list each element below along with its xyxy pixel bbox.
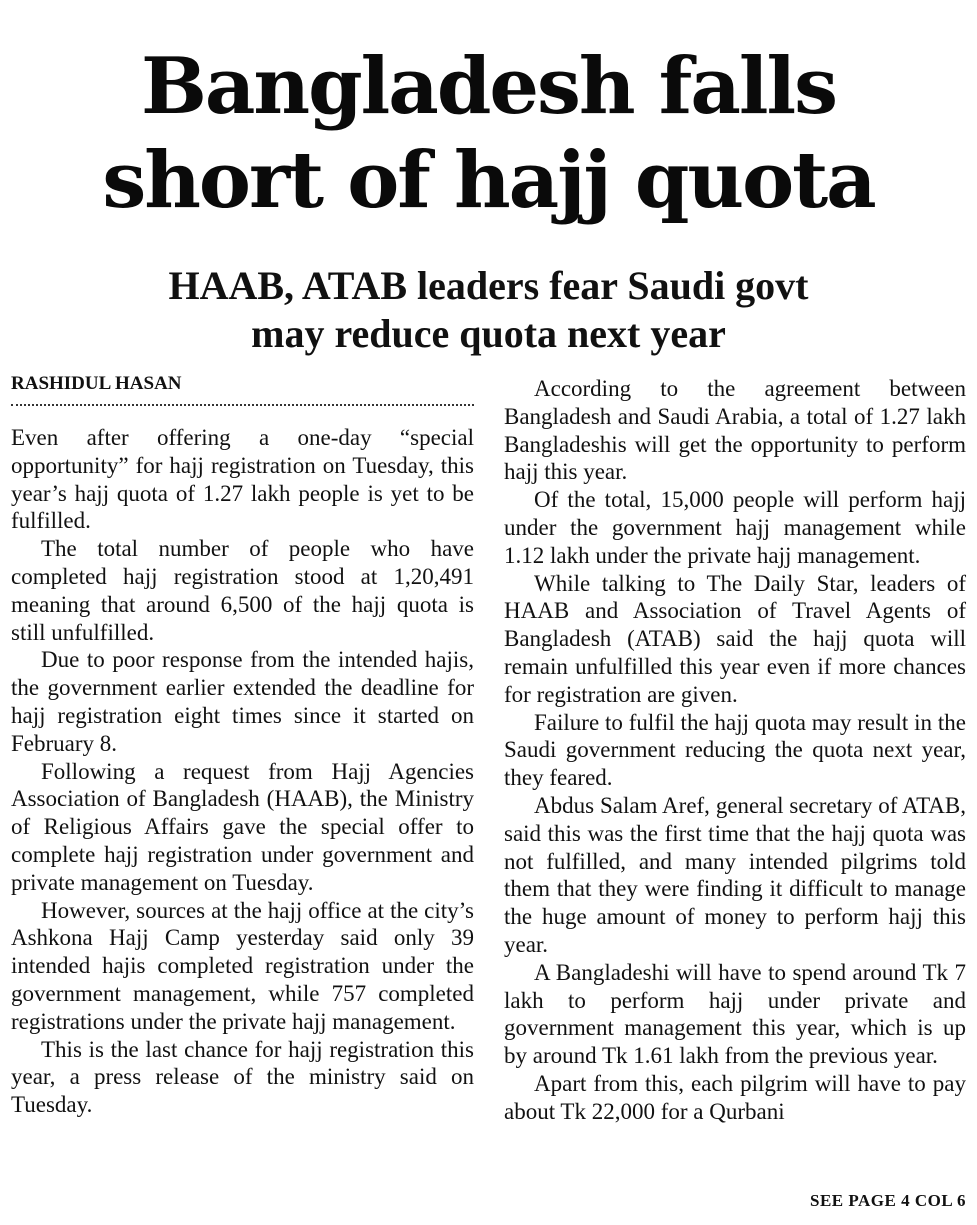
article-column-left (11, 424, 474, 1119)
byline: RASHIDUL HASAN (11, 372, 474, 406)
paragraph: Abdus Salam Aref, general secretary of ATAB, said this was the first time that the hajj quota was not fulfilled, and many intended pilgrims told them that they were finding it difficult to manage the huge amount of money to perform hajj this year. (504, 792, 966, 957)
subheadline-line: may reduce quota next year (251, 311, 726, 356)
article-column-right (504, 375, 966, 1126)
jump-line: SEE PAGE 4 COL 6 (810, 1191, 966, 1210)
paragraph: The total number of people who have completed hajj registration stood at 1,20,491 meaning that around 6,500 of the hajj quota is still unfulfilled. (11, 536, 474, 645)
subheadline-line: HAAB, ATAB leaders fear Saudi govt (168, 263, 809, 308)
paragraph: Following a request from Hajj Agencies Association of Bangladesh (HAAB), the Ministry of Religious Affairs gave the special offer to complete hajj registration under government and private management on Tuesday. (11, 758, 474, 895)
paragraph: While talking to The Daily Star, leaders of HAAB and Association of Travel Agents of Bangladesh (ATAB) said the hajj quota will remain unfulfilled this year even if more chances for registration are given. (504, 570, 966, 707)
headline (0, 40, 977, 228)
paragraph: A Bangladeshi will have to spend around Tk 7 lakh to perform hajj under private and government management this year, which is up by around Tk 1.61 lakh from the previous year. (504, 959, 966, 1069)
paragraph: However, sources at the hajj office at the city’s Ashkona Hajj Camp yesterday said only 39 intended hajis completed registration under the government management, while 757 completed registrations under the private hajj management. (11, 897, 474, 1034)
paragraph: According to the agreement between Bangladesh and Saudi Arabia, a total of 1.27 lakh Bangladeshis will get the opportunity to perform hajj this year. (504, 376, 966, 485)
paragraph: Failure to fulfil the hajj quota may result in the Saudi government reducing the quota next year, they feared. (504, 709, 966, 791)
paragraph: Apart from this, each pilgrim will have to pay about Tk 22,000 for a Qurbani (504, 1070, 966, 1124)
paragraph: Even after offering a one-day “special opportunity” for hajj registration on Tuesday, this year’s hajj quota of 1.27 lakh people is yet to be fulfilled. (11, 425, 474, 534)
paragraph: Due to poor response from the intended hajis, the government earlier extended the deadline for hajj registration eight times since it started on February 8. (11, 647, 474, 756)
paragraph: This is the last chance for hajj registration this year, a press release of the ministry said on Tuesday. (11, 1036, 474, 1118)
headline-line: Bangladesh falls (140, 41, 837, 132)
paragraph: Of the total, 15,000 people will perform hajj under the government hajj management while 1.12 lakh under the private hajj management. (504, 487, 966, 568)
headline-line: short of hajj quota (102, 135, 875, 226)
subheadline (0, 262, 977, 358)
